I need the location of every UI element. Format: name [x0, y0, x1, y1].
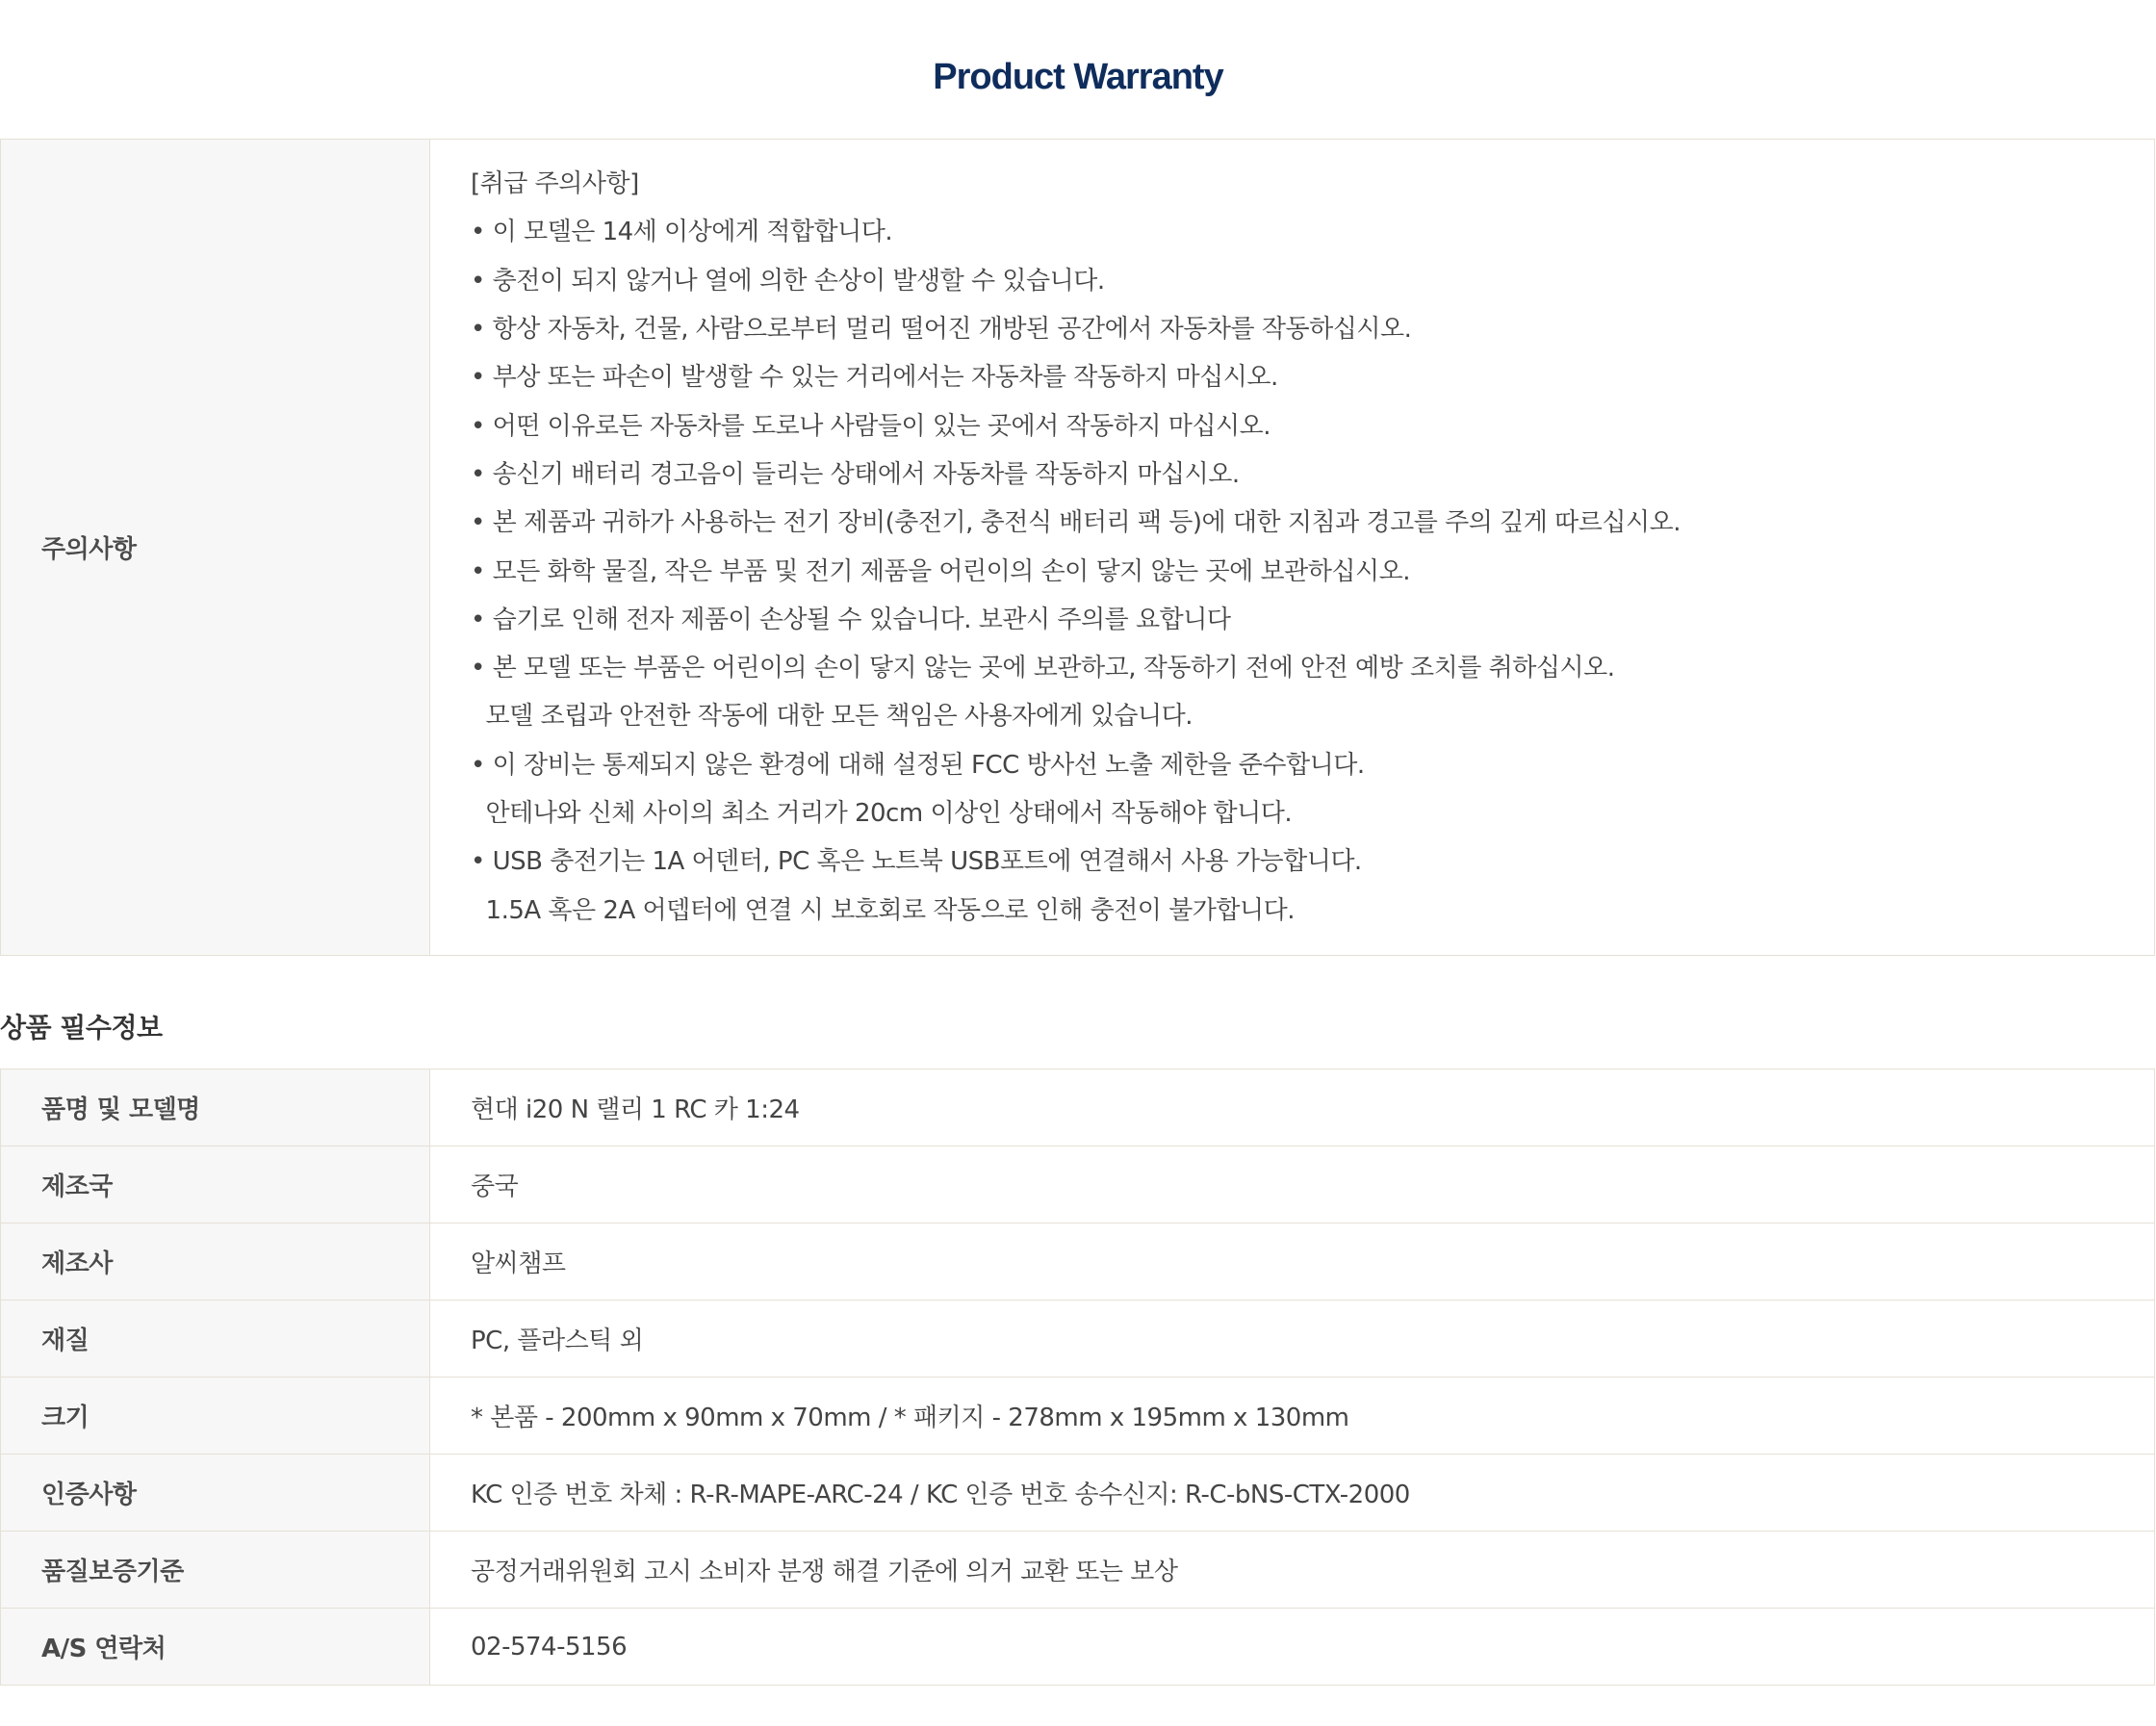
- section-heading: 상품 필수정보: [0, 1012, 163, 1043]
- row-label: 품명 및 모델명: [1, 1069, 430, 1146]
- row-label: 제조국: [1, 1146, 430, 1224]
- table-row: [1, 1069, 2155, 1146]
- table-row: [1, 1532, 2155, 1609]
- row-label: 인증사항: [1, 1455, 430, 1532]
- product-info-table: [0, 1069, 2155, 1686]
- caution-content: [430, 140, 2155, 956]
- caution-table: [0, 139, 2155, 956]
- caution-line: • USB 충전기는 1A 어덴터, PC 혹은 노트북 USB포트에 연결해서 사용 가능합니다.: [471, 847, 1362, 877]
- row-label: 재질: [1, 1301, 430, 1378]
- caution-row: [1, 140, 2155, 956]
- row-value: KC 인증 번호 차체 : R-R-MAPE-ARC-24 / KC 인증 번호 송수신지: R-C-bNS-CTX-2000: [430, 1455, 2155, 1532]
- row-label: A/S 연락처: [1, 1609, 430, 1686]
- table-row: [1, 1378, 2155, 1455]
- table-row: [1, 1146, 2155, 1224]
- caution-list: [471, 160, 2154, 935]
- caution-line: • 모든 화학 물질, 작은 부품 및 전기 제품을 어린이의 손이 닿지 않는 곳에 보관하십시오.: [471, 556, 1411, 586]
- caution-line: • 송신기 배터리 경고음이 들리는 상태에서 자동차를 작동하지 마십시오.: [471, 459, 1240, 489]
- caution-line: 안테나와 신체 사이의 최소 거리가 20cm 이상인 상태에서 작동해야 합니다.: [471, 798, 1293, 828]
- row-value: 02-574-5156: [430, 1609, 2155, 1686]
- caution-line: • 충전이 되지 않거나 열에 의한 손상이 발생할 수 있습니다.: [471, 266, 1105, 296]
- caution-line: • 부상 또는 파손이 발생할 수 있는 거리에서는 자동차를 작동하지 마십시오.: [471, 363, 1278, 393]
- table-row: [1, 1455, 2155, 1532]
- row-label: 제조사: [1, 1224, 430, 1301]
- page-title: Product Warranty: [933, 57, 1223, 97]
- row-value: 중국: [430, 1146, 2155, 1224]
- caution-line: • 어떤 이유로든 자동차를 도로나 사람들이 있는 곳에서 작동하지 마십시오.: [471, 411, 1270, 441]
- caution-line: 모델 조립과 안전한 작동에 대한 모든 책임은 사용자에게 있습니다.: [471, 702, 1194, 732]
- row-value: 공정거래위원회 고시 소비자 분쟁 해결 기준에 의거 교환 또는 보상: [430, 1532, 2155, 1609]
- row-value: PC, 플라스틱 외: [430, 1301, 2155, 1378]
- caution-line: [취급 주의사항]: [471, 169, 639, 199]
- caution-line: • 이 모델은 14세 이상에게 적합합니다.: [471, 218, 893, 247]
- row-value: 알씨챔프: [430, 1224, 2155, 1301]
- table-row: [1, 1609, 2155, 1686]
- table-row: [1, 1301, 2155, 1378]
- row-label: 크기: [1, 1378, 430, 1455]
- row-value: 현대 i20 N 랠리 1 RC 카 1:24: [430, 1069, 2155, 1146]
- caution-line: • 습기로 인해 전자 제품이 손상될 수 있습니다. 보관시 주의를 요합니다: [471, 605, 1231, 634]
- caution-line: • 항상 자동차, 건물, 사람으로부터 멀리 떨어진 개방된 공간에서 자동차를 작동하십시오.: [471, 315, 1412, 345]
- caution-line: • 이 장비는 통제되지 않은 환경에 대해 설정된 FCC 방사선 노출 제한을 준수합니다.: [471, 750, 1365, 780]
- caution-line: • 본 제품과 귀하가 사용하는 전기 장비(충전기, 충전식 배터리 팩 등)에 대한 지침과 경고를 주의 깊게 따르십시오.: [471, 508, 1681, 538]
- caution-label: 주의사항: [1, 140, 430, 956]
- caution-line: • 본 모델 또는 부품은 어린이의 손이 닿지 않는 곳에 보관하고, 작동하기 전에 안전 예방 조치를 취하십시오.: [471, 654, 1615, 683]
- row-value: * 본품 - 200mm x 90mm x 70mm / * 패키지 - 278mm x 195mm x 130mm: [430, 1378, 2155, 1455]
- row-label: 품질보증기준: [1, 1532, 430, 1609]
- table-row: [1, 1224, 2155, 1301]
- caution-line: 1.5A 혹은 2A 어뎁터에 연결 시 보호회로 작동으로 인해 충전이 불가합니다.: [471, 895, 1296, 925]
